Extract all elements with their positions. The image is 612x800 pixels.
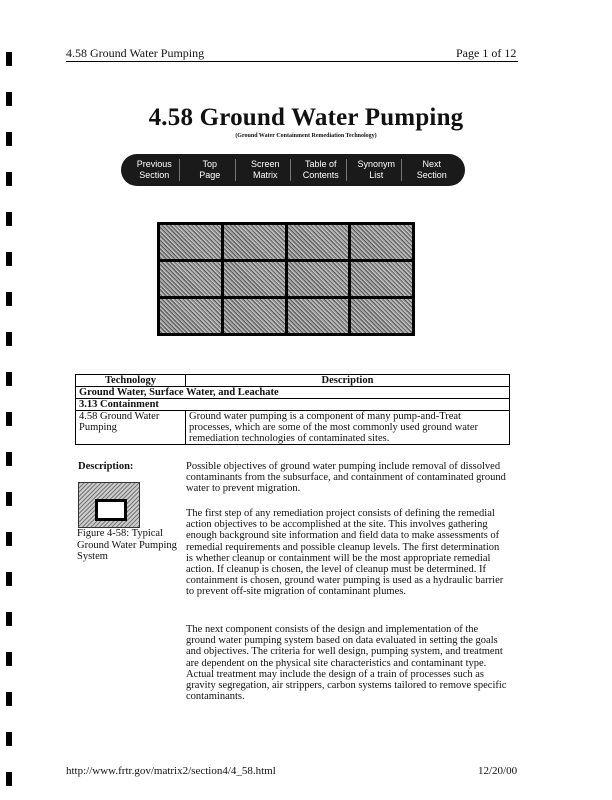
punch-hole xyxy=(6,612,12,626)
description-label: Description: xyxy=(78,461,134,472)
column-header-description: Description xyxy=(186,375,510,387)
punch-hole xyxy=(6,652,12,666)
punch-hole xyxy=(6,252,12,266)
punch-hole xyxy=(6,412,12,426)
description-paragraph: The first step of any remediation project consists of defining the remedial action objectives to be accomplished at the site. This involves gathering enough background site information and field data to make assessments of remedial requirements and possible cleanup levels. The first determination is whether cleanup or containment will be the most appropriate remedial action. If cleanup is chosen, the level of cleanup must be determined. If containment is chosen, ground water pumping is used as a hydraulic barrier to prevent off-site migration of contaminant plumes. xyxy=(186,508,504,598)
grid-image-tile[interactable] xyxy=(288,225,349,259)
table-subgroup-row: 3.13 Containment xyxy=(76,399,510,411)
punch-hole xyxy=(6,492,12,506)
punch-hole xyxy=(6,692,12,706)
footer-date: 12/20/00 xyxy=(478,765,518,777)
previous-section-button[interactable]: Previous Section xyxy=(129,159,180,181)
punch-hole xyxy=(6,292,12,306)
grid-image-tile[interactable] xyxy=(224,299,285,333)
page-subtitle: (Ground Water Containment Remediation Technology) xyxy=(235,133,377,139)
punch-hole xyxy=(6,212,12,226)
punch-hole xyxy=(6,172,12,186)
column-header-technology: Technology xyxy=(76,375,186,387)
grid-image-tile[interactable] xyxy=(351,299,412,333)
punch-hole xyxy=(6,52,12,66)
grid-image-tile[interactable] xyxy=(224,225,285,259)
page-number: Page 1 of 12 xyxy=(456,46,517,60)
next-section-button[interactable]: Next Section xyxy=(416,159,447,180)
technology-description-cell: Ground water pumping is a component of many pump-and-Treat processes, which are some of the most commonly used ground water remediation technologies of contaminated sites. xyxy=(186,411,510,445)
running-header-title: 4.58 Ground Water Pumping xyxy=(66,46,205,60)
punch-hole xyxy=(6,372,12,386)
page-title: 4.58 Ground Water Pumping xyxy=(148,104,464,131)
figure-image-icon xyxy=(95,499,127,521)
header-rule xyxy=(66,61,518,62)
grid-image-tile[interactable] xyxy=(160,225,221,259)
grid-image-tile[interactable] xyxy=(288,299,349,333)
technology-table xyxy=(75,374,510,445)
grid-image-tile[interactable] xyxy=(224,262,285,296)
table-of-contents-button[interactable]: Table of Contents xyxy=(296,159,347,181)
punch-hole xyxy=(6,772,12,786)
grid-image-tile[interactable] xyxy=(160,262,221,296)
punch-hole xyxy=(6,452,12,466)
technology-cell[interactable]: 4.58 Ground Water Pumping xyxy=(76,411,186,445)
synonym-list-button[interactable]: Synonym List xyxy=(351,159,402,181)
punch-hole xyxy=(6,732,12,746)
punch-hole xyxy=(6,572,12,586)
grid-image-tile[interactable] xyxy=(351,262,412,296)
punch-hole xyxy=(6,532,12,546)
figure-thumbnail[interactable] xyxy=(78,482,140,528)
table-group-row: Ground Water, Surface Water, and Leachate xyxy=(76,387,510,399)
punch-hole xyxy=(6,332,12,346)
technology-image-grid xyxy=(157,222,415,336)
grid-image-tile[interactable] xyxy=(288,262,349,296)
grid-image-tile[interactable] xyxy=(160,299,221,333)
footer-url: http://www.frtr.gov/matrix2/section4/4_58.html xyxy=(66,765,276,777)
description-paragraph: The next component consists of the design and implementation of the ground water pumping system based on data evaluated in setting the goals and objectives. The criteria for well design, pumping system, and treatment are dependent on the physical site characteristics and contaminant type. Actual treatment may include the design of a train of processes such as gravity segregation, air strippers, carbon systems tailored to remove specific contaminants. xyxy=(186,624,507,703)
screen-matrix-button[interactable]: Screen Matrix xyxy=(240,159,291,181)
top-page-button[interactable]: Top Page xyxy=(185,159,236,181)
grid-image-tile[interactable] xyxy=(351,225,412,259)
description-paragraph: Possible objectives of ground water pumping include removal of dissolved contaminants from the subsurface, and containment of contaminated ground water to prevent migration. xyxy=(186,461,506,495)
nav-bar xyxy=(121,154,465,186)
figure-caption[interactable]: Figure 4-58: Typical Ground Water Pumping System xyxy=(77,528,177,562)
